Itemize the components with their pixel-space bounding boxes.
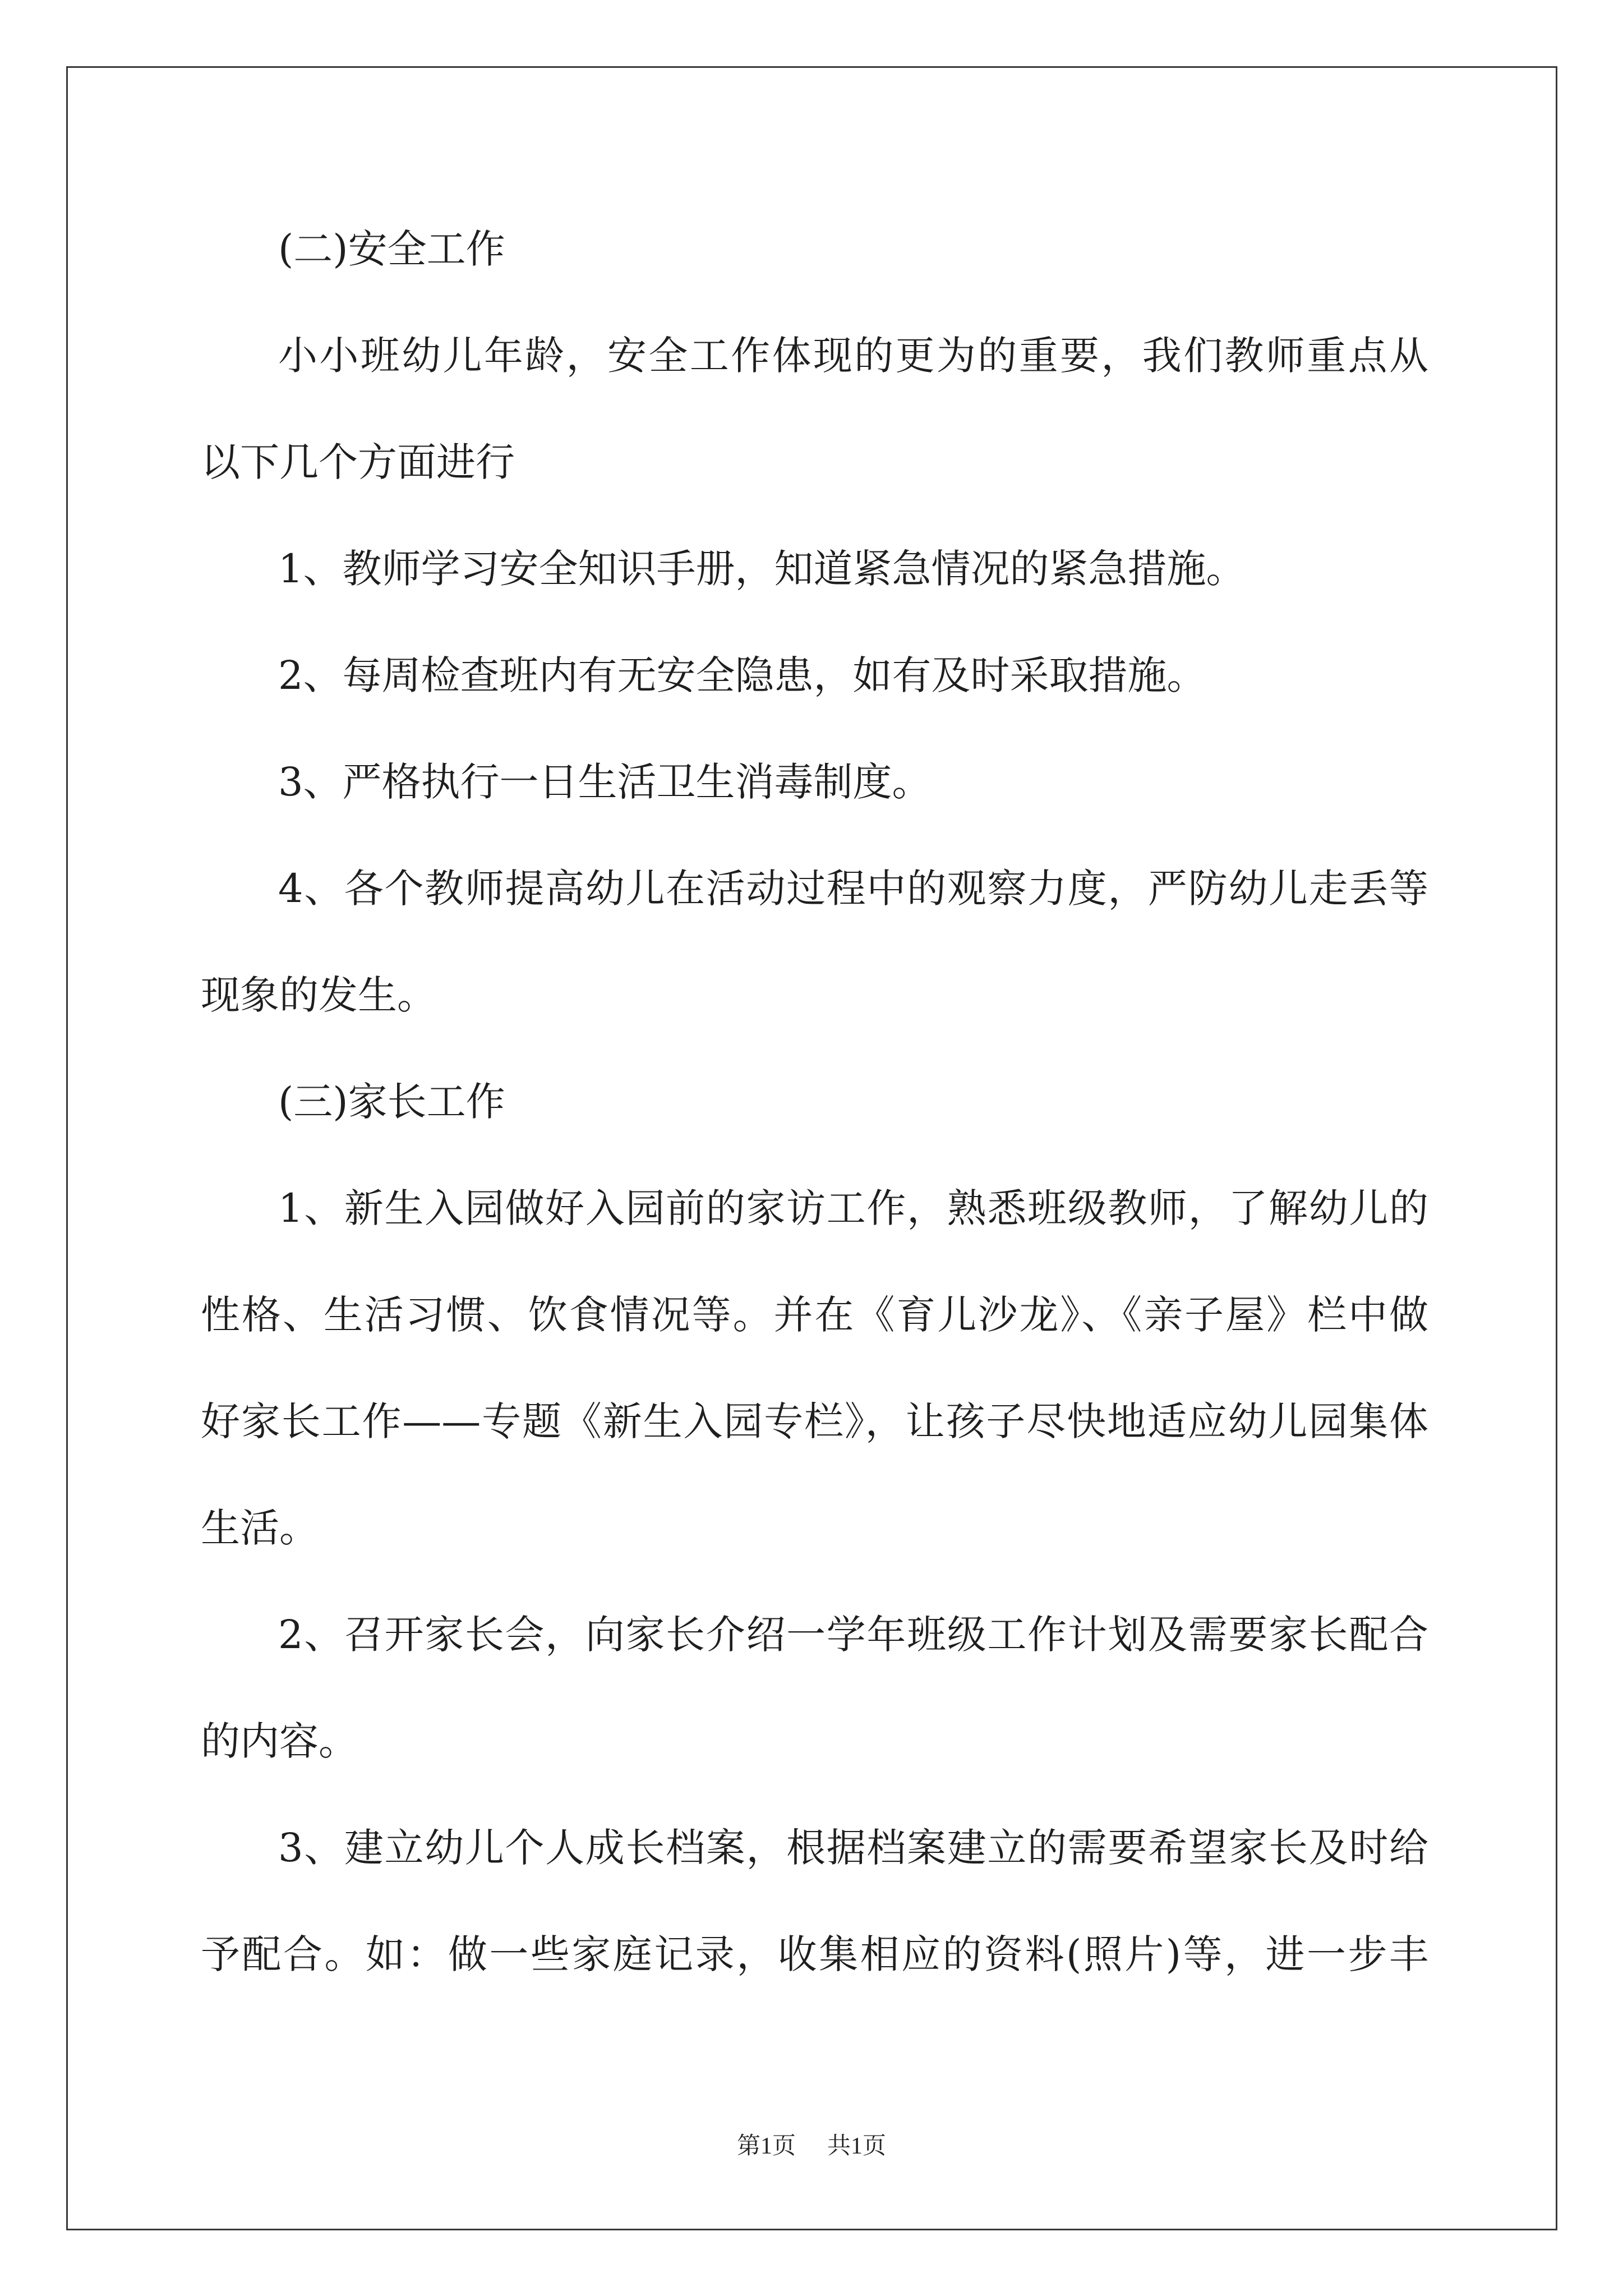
list-item-line: 现象的发生。	[201, 972, 436, 1018]
list-item-line: 3、严格执行一日生活卫生消毒制度。	[278, 759, 932, 805]
list-item-line: 4、各个教师提高幼儿在活动过程中的观察力度，严防幼儿走丢等	[278, 866, 1428, 912]
section-heading: (二)安全工作	[278, 226, 505, 272]
paragraph-line: 小小班幼儿年龄，安全工作体现的更为的重要，我们教师重点从	[278, 333, 1428, 379]
page-number: 第1页	[736, 2133, 796, 2159]
page-footer	[0, 2129, 1623, 2163]
list-item-line: 予配合。如：做一些家庭记录，收集相应的资料(照片)等，进一步丰	[201, 1931, 1428, 1977]
list-item-line: 性格、生活习惯、饮食情况等。并在《育儿沙龙》、《亲子屋》栏中做	[201, 1292, 1428, 1338]
list-item-line: 3、建立幼儿个人成长档案，根据档案建立的需要希望家长及时给	[278, 1825, 1428, 1871]
document-body	[201, 196, 1428, 2008]
list-item-line: 2、每周检查班内有无安全隐患，如有及时采取措施。	[278, 652, 1206, 698]
list-item-line: 1、教师学习安全知识手册，知道紧急情况的紧急措施。	[278, 546, 1246, 592]
list-item-line: 1、新生入园做好入园前的家访工作，熟悉班级教师，了解幼儿的	[278, 1185, 1428, 1231]
list-item-line: 的内容。	[201, 1718, 358, 1764]
list-item-line: 好家长工作——专题《新生入园专栏》，让孩子尽快地适应幼儿园集体	[201, 1398, 1428, 1444]
list-item-line: 2、召开家长会，向家长介绍一学年班级工作计划及需要家长配合	[278, 1612, 1428, 1658]
page-total: 共1页	[827, 2133, 887, 2159]
list-item-line: 生活。	[201, 1505, 319, 1551]
paragraph-line: 以下几个方面进行	[201, 439, 515, 485]
section-heading: (三)家长工作	[278, 1079, 505, 1125]
